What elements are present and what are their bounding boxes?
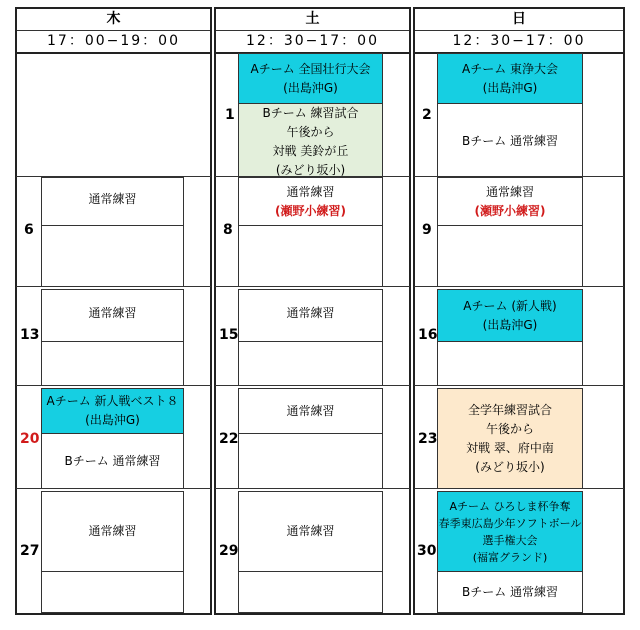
sun-30-a-line4: (福富グランド) bbox=[472, 550, 548, 564]
date-30: 30 bbox=[417, 543, 437, 559]
date-8: 8 bbox=[223, 222, 233, 238]
sun-30-b-team bbox=[437, 571, 583, 613]
sat-29-empty bbox=[238, 571, 383, 613]
time-header-thursday: 17：00−19：00 bbox=[17, 31, 210, 54]
date-29: 29 bbox=[219, 543, 239, 559]
sun-16-empty bbox=[437, 341, 583, 386]
sat-1-a-team bbox=[238, 53, 383, 104]
sun-divider-1 bbox=[414, 176, 624, 177]
sat-22-text: 通常練習 bbox=[286, 404, 335, 418]
date-9: 9 bbox=[422, 222, 432, 238]
time-header-saturday: 12：30−17：00 bbox=[216, 31, 409, 54]
sun-23-line4: (みどり坂小) bbox=[475, 459, 545, 474]
date-22: 22 bbox=[219, 431, 239, 447]
sun-16-a-line2: (出島沖G) bbox=[482, 317, 538, 332]
sat-1-a-line2: (出島沖G) bbox=[283, 80, 338, 95]
saturday-column bbox=[214, 7, 411, 615]
thu-6-empty bbox=[41, 225, 184, 287]
sun-9-empty bbox=[437, 225, 583, 287]
date-13: 13 bbox=[20, 327, 40, 343]
sun-2-b-team bbox=[437, 103, 583, 180]
sun-30-a-team bbox=[437, 491, 583, 572]
thu-13-plan bbox=[41, 289, 184, 342]
sat-8-empty bbox=[238, 225, 383, 287]
sat-15-text: 通常練習 bbox=[286, 306, 335, 320]
thu-divider-4 bbox=[16, 488, 211, 489]
thu-20-a-line1: Aチーム 新人戦ベスト８ bbox=[46, 394, 179, 408]
sat-1-b-line4: (みどり坂小) bbox=[275, 162, 346, 177]
date-23: 23 bbox=[418, 431, 438, 447]
date-1: 1 bbox=[225, 107, 235, 123]
sun-30-a-line3: 選手権大会 bbox=[482, 533, 538, 547]
sunday-column bbox=[413, 7, 625, 615]
thu-20-a-team bbox=[41, 388, 184, 434]
sun-23-line2: 午後から bbox=[485, 421, 534, 436]
sat-8-note: (瀬野小練習) bbox=[275, 204, 346, 218]
sun-divider-2 bbox=[414, 286, 624, 287]
day-header-saturday: 土 bbox=[216, 9, 409, 31]
sun-2-a-line2: (出島沖G) bbox=[482, 80, 538, 95]
sat-divider-2 bbox=[215, 286, 410, 287]
sat-15-plan bbox=[238, 289, 383, 342]
thursday-column bbox=[15, 7, 212, 615]
sat-divider-1 bbox=[215, 176, 410, 177]
sat-29-text: 通常練習 bbox=[286, 524, 335, 538]
day-header-sunday: 日 bbox=[415, 9, 623, 31]
sat-8-text: 通常練習 bbox=[286, 185, 335, 199]
date-20: 20 bbox=[20, 431, 40, 447]
sun-divider-4 bbox=[414, 488, 624, 489]
sat-29-plan bbox=[238, 491, 383, 572]
sun-30-a-line2: 春季東広島少年ソフトボール bbox=[438, 516, 582, 530]
thu-divider-2 bbox=[16, 286, 211, 287]
date-6: 6 bbox=[24, 222, 34, 238]
sun-9-text: 通常練習 bbox=[485, 185, 534, 199]
sat-22-plan bbox=[238, 388, 383, 434]
date-16: 16 bbox=[418, 327, 438, 343]
date-2: 2 bbox=[422, 107, 432, 123]
sun-9-note: (瀬野小練習) bbox=[474, 204, 546, 218]
sun-30-a-line1: Aチーム ひろしま杯争奪 bbox=[449, 499, 571, 513]
sun-23-line3: 対戦 翠、府中南 bbox=[466, 440, 554, 455]
date-27: 27 bbox=[20, 543, 40, 559]
sat-1-a-line1: Aチーム 全国壮行大会 bbox=[250, 61, 371, 76]
sun-divider-3 bbox=[414, 385, 624, 386]
sat-1-b-line2: 午後から bbox=[286, 124, 335, 139]
sat-1-b-line3: 対戦 美鈴が丘 bbox=[272, 143, 349, 158]
thu-divider-3 bbox=[16, 385, 211, 386]
thu-6-plan bbox=[41, 177, 184, 226]
sat-15-empty bbox=[238, 341, 383, 386]
thu-13-empty bbox=[41, 341, 184, 386]
thu-20-a-line2: (出島沖G) bbox=[85, 413, 140, 427]
sun-9-plan bbox=[437, 177, 583, 226]
sat-1-b-team bbox=[238, 103, 383, 180]
sun-30-b-text: Bチーム 通常練習 bbox=[461, 584, 559, 599]
thu-20-b-team bbox=[41, 433, 184, 489]
sun-16-a-team bbox=[437, 289, 583, 342]
sat-22-empty bbox=[238, 433, 383, 489]
thu-27-plan bbox=[41, 491, 184, 572]
thu-divider-1 bbox=[16, 176, 211, 177]
sun-2-b-text: Bチーム 通常練習 bbox=[461, 134, 559, 148]
thu-27-text: 通常練習 bbox=[88, 524, 137, 538]
sat-1-b-line1: Bチーム 練習試合 bbox=[262, 105, 359, 120]
day-header-thursday: 木 bbox=[17, 9, 210, 31]
sun-23-line1: 全学年練習試合 bbox=[467, 402, 552, 417]
sun-16-a-line1: Aチーム (新人戦) bbox=[463, 298, 557, 313]
thu-6-text: 通常練習 bbox=[88, 192, 137, 206]
sun-2-a-team bbox=[437, 53, 583, 104]
sun-23-all-grades bbox=[437, 388, 583, 489]
sat-divider-3 bbox=[215, 385, 410, 386]
sat-divider-4 bbox=[215, 488, 410, 489]
thu-20-b-text: Bチーム 通常練習 bbox=[64, 453, 161, 468]
sat-8-plan bbox=[238, 177, 383, 226]
time-header-sunday: 12：30−17：00 bbox=[415, 31, 623, 54]
sun-2-a-line1: Aチーム 東浄大会 bbox=[461, 61, 559, 76]
thu-27-empty bbox=[41, 571, 184, 613]
thu-13-text: 通常練習 bbox=[88, 306, 137, 320]
date-15: 15 bbox=[219, 327, 239, 343]
